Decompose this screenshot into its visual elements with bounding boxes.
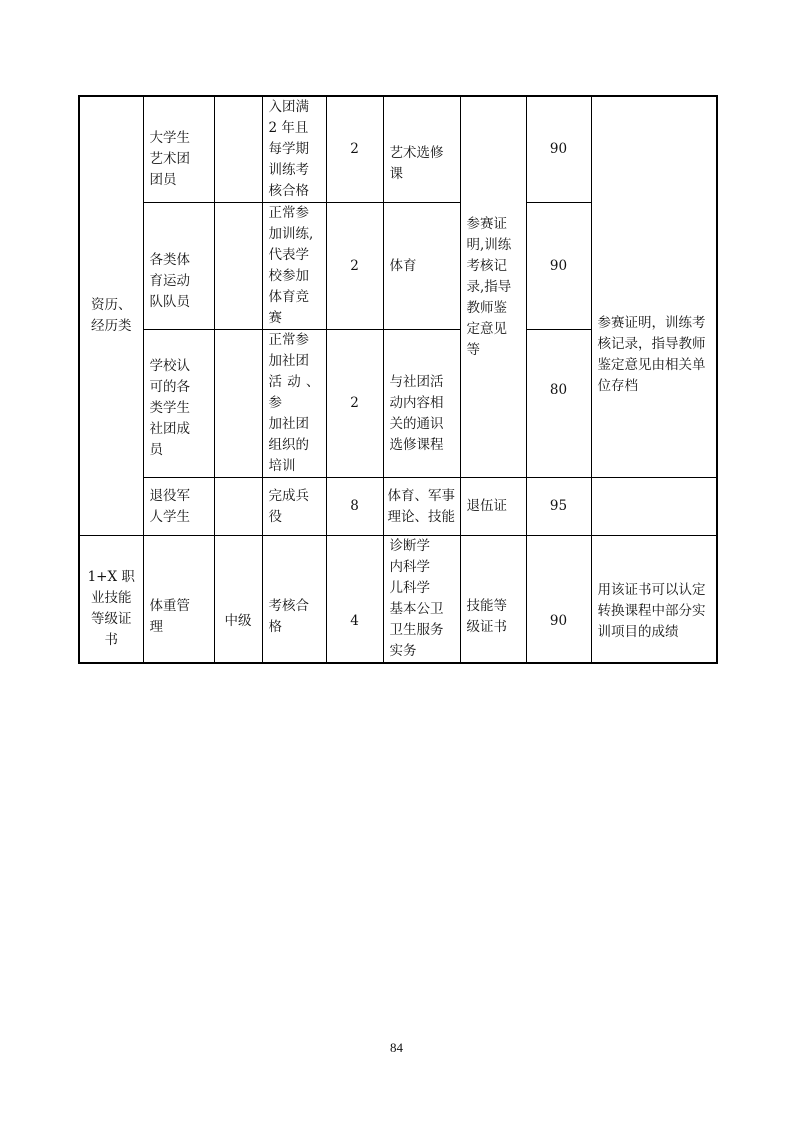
requirement-cell <box>262 330 326 478</box>
credits-cell <box>326 203 383 330</box>
level-cell <box>214 96 262 203</box>
evidence-cell <box>460 478 526 536</box>
requirement-cell <box>262 478 326 536</box>
credits-cell <box>326 478 383 536</box>
project-text: 大学生 艺术团 团员 <box>149 130 190 188</box>
project-cell <box>143 330 214 478</box>
credit-conversion-table <box>78 95 718 664</box>
level-cell <box>214 330 262 478</box>
course-cell <box>383 203 460 330</box>
project-cell <box>143 536 214 664</box>
requirement-cell <box>262 96 326 203</box>
course-text: 艺术选修 课 <box>389 144 444 182</box>
credits-text: 2 <box>350 141 359 157</box>
score-text: 80 <box>549 382 568 398</box>
course-cell <box>383 330 460 478</box>
score-text: 90 <box>549 141 568 157</box>
course-text: 诊断学 内科学 儿科学 基本公卫 卫生服务 实务 <box>389 538 444 659</box>
note-cell <box>591 96 717 478</box>
course-text: 与社团活 动内容相 关的通识 选修课程 <box>389 373 444 453</box>
evidence-text: 退伍证 <box>466 498 507 514</box>
course-cell <box>383 96 460 203</box>
requirement-text: 入团满 2 年且 每学期 训练考 核合格 <box>268 99 309 199</box>
note-text: 用该证书可以认定 转换课程中部分实 训项目的成绩 <box>597 582 706 640</box>
score-text: 90 <box>549 613 568 629</box>
credits-cell <box>326 330 383 478</box>
course-text: 体育、军事 理论、技能 <box>387 487 455 525</box>
credits-text: 2 <box>350 395 359 411</box>
requirement-cell <box>262 203 326 330</box>
requirement-text: 正常参 加训练, 代表学 校参加 体育竞 赛 <box>268 205 314 326</box>
project-text: 学校认 可的各 类学生 社团成 员 <box>149 358 190 458</box>
project-cell <box>143 203 214 330</box>
course-text: 体育 <box>389 257 417 274</box>
course-cell <box>383 478 460 536</box>
requirement-text: 完成兵 役 <box>268 487 309 525</box>
evidence-text: 技能等 级证书 <box>466 597 507 635</box>
credits-cell <box>326 536 383 664</box>
score-cell <box>526 478 591 536</box>
credits-cell <box>326 96 383 203</box>
evidence-cell <box>460 96 526 478</box>
note-cell <box>591 536 717 664</box>
score-cell <box>526 536 591 664</box>
project-text: 退役军 人学生 <box>149 487 190 525</box>
level-text: 中级 <box>224 613 252 629</box>
page-number: 84 <box>390 1040 403 1055</box>
score-cell <box>526 96 591 203</box>
project-cell <box>143 478 214 536</box>
requirement-text: 考核合 格 <box>268 597 309 635</box>
course-cell <box>383 536 460 664</box>
table-row <box>79 478 717 536</box>
category-cell <box>79 536 143 664</box>
category-text: 1+X 职 业技能 等级证 书 <box>87 569 135 648</box>
category-text: 资历、 经历类 <box>91 297 132 334</box>
note-text: 参赛证明，训练考 核记录，指导教师 鉴定意见由相关单 位存档 <box>597 315 706 394</box>
category-cell <box>79 96 143 536</box>
requirement-text: 正常参 加社团 活动、参 加社团 组织的 培训 <box>268 332 320 474</box>
score-cell <box>526 203 591 330</box>
table-row <box>79 536 717 664</box>
evidence-cell <box>460 536 526 664</box>
level-cell <box>214 478 262 536</box>
note-cell <box>591 478 717 536</box>
level-cell <box>214 536 262 664</box>
project-text: 体重管 理 <box>149 597 190 635</box>
project-cell <box>143 96 214 203</box>
score-cell <box>526 330 591 478</box>
requirement-cell <box>262 536 326 664</box>
credits-text: 2 <box>350 257 359 274</box>
evidence-text: 参赛证 明,训练 考核记 录,指导 教师鉴 定意见 等 <box>466 215 512 358</box>
score-text: 95 <box>549 498 568 514</box>
credits-text: 8 <box>350 498 359 514</box>
credits-text: 4 <box>350 613 359 629</box>
level-cell <box>214 203 262 330</box>
project-text: 各类体 育运动 队队员 <box>149 251 190 310</box>
score-text: 90 <box>549 257 568 274</box>
table-row <box>79 96 717 203</box>
